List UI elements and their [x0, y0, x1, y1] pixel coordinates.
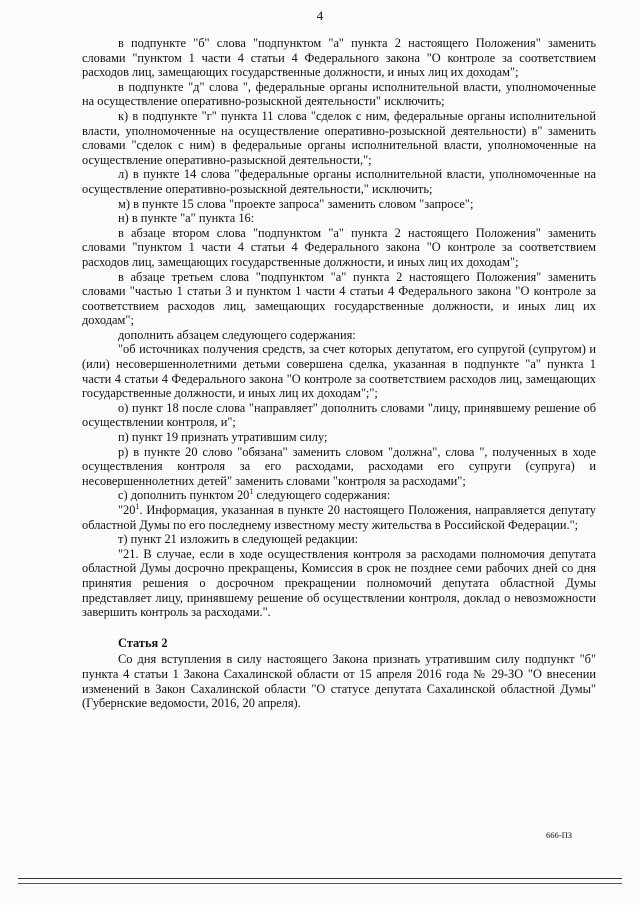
paragraph-item-s [82, 488, 596, 503]
bottom-rule-secondary [18, 883, 622, 884]
item-s-before: с) дополнить пунктом 20 [118, 488, 250, 503]
paragraph: о) пункт 18 после слова "направляет" дополнить словами "лицу, принявшему решение об осуществлении контроля, и"; [82, 400, 596, 430]
paragraph: м) в пункте 15 слова "проекте запроса" заменить словом "запросе"; [118, 196, 474, 211]
superscript: 1 [135, 501, 140, 511]
document-code: 666-ПЗ [546, 830, 572, 840]
paragraph: л) в пункте 14 слова "федеральные органы исполнительной власти, уполномоченные на осуществление оперативно-розыскной деятельности," исключить; [82, 167, 596, 196]
document-body [82, 36, 596, 711]
paragraph: н) в пункте "а" пункта 16: [118, 211, 255, 226]
page-number: 4 [316, 8, 324, 23]
article-text: Со дня вступления в силу настоящего Закона признать утратившим силу подпункт "б" пункта 4 статьи 1 Закона Сахалинской области от 15 апреля 2016 года № 29-ЗО "О внесении изменений в Закон Сахалинской области "О статусе депутата Сахалинской областной Думы" (Губернские ведомости, 2016, 20 апреля). [82, 652, 596, 711]
bottom-rule [18, 878, 622, 879]
quote-20-open: "20 [118, 503, 136, 517]
paragraph: в подпункте "б" слова "подпунктом "а" пункта 2 настоящего Положения" заменить словами "пунктом 1 части 4 статьи 4 Федерального закона "О контроле за соответствием расходов лиц, замещающих государственные должности, и иных лиц их доходам"; [82, 36, 596, 80]
quote-20-text: . Информация, указанная в пункте 20 настоящего Положения, направляется депутату областной Думы по его последнему известному месту жительства в Российской Федерации."; [82, 503, 596, 532]
article-heading: Статья 2 [118, 635, 168, 650]
paragraph: в абзаце втором слова "подпунктом "а" пункта 2 настоящего Положения" заменить словами "пунктом 1 части 4 статьи 4 Федерального закона "О контроле за соответствием расходов лиц, замещающих государственные должности, и иных лиц их доходам"; [82, 225, 596, 269]
paragraph-quote-20-1 [82, 503, 596, 532]
superscript: 1 [249, 487, 254, 497]
paragraph: р) в пункте 20 слово "обязана" заменить словом "должна", слова ", полученных в ходе осуществления контроля за его расходами, расходами его супруги (супруга) и несовершеннолетних детей" заменить словами "контроля за расходами"; [82, 444, 596, 488]
item-s-after: следующего содержания: [253, 488, 391, 503]
paragraph: "об источниках получения средств, за счет которых депутатом, его супругой (супругом) и (или) несовершеннолетними детьми совершена сделка, указанная в подпункте "а" пункта 1 части 4 статьи 4 Федерального закона "О контроле за соответствием расходов лиц, замещающих государственные должности, и иных лиц их доходам";"; [82, 342, 596, 401]
paragraph: в абзаце третьем слова "подпунктом "а" пункта 2 настоящего Положения" заменить словами "частью 1 статьи 3 и пунктом 1 части 4 статьи 4 Федерального закона "О контроле за соответствием расходов лиц, замещающих государственные должности, и иных лиц их доходам"; [82, 269, 596, 328]
paragraph-item-t: т) пункт 21 изложить в следующей редакции: [118, 532, 359, 547]
paragraph: п) пункт 19 признать утратившим силу; [118, 430, 328, 445]
paragraph: в подпункте "д" слова ", федеральные органы исполнительной власти, уполномоченные на осуществление оперативно-розыскной деятельности" исключить; [82, 79, 596, 109]
paragraph: к) в подпункте "г" пункта 11 слова "сделок с ним, федеральные органы исполнительной власти, уполномоченные на осуществление оперативно-розыскной деятельности) в" заменить словами "сделок с ним) в федеральные органы исполнительной власти, уполномоченные на осуществление оперативно-разыскной деятельности,"; [82, 108, 596, 167]
paragraph: дополнить абзацем следующего содержания: [118, 327, 356, 342]
paragraph-quote-21: "21. В случае, если в ходе осуществления контроля за расходами полномочия депутата областной Думы досрочно прекращены, Комиссия в срок не позднее семи рабочих дней со дня принятия решения о досрочном прекращении полномочий депутата областной Думы представляет лицу, принявшему решение об осуществлении контроля, доклад о невозможности завершить контроль за расходами.". [82, 546, 596, 620]
